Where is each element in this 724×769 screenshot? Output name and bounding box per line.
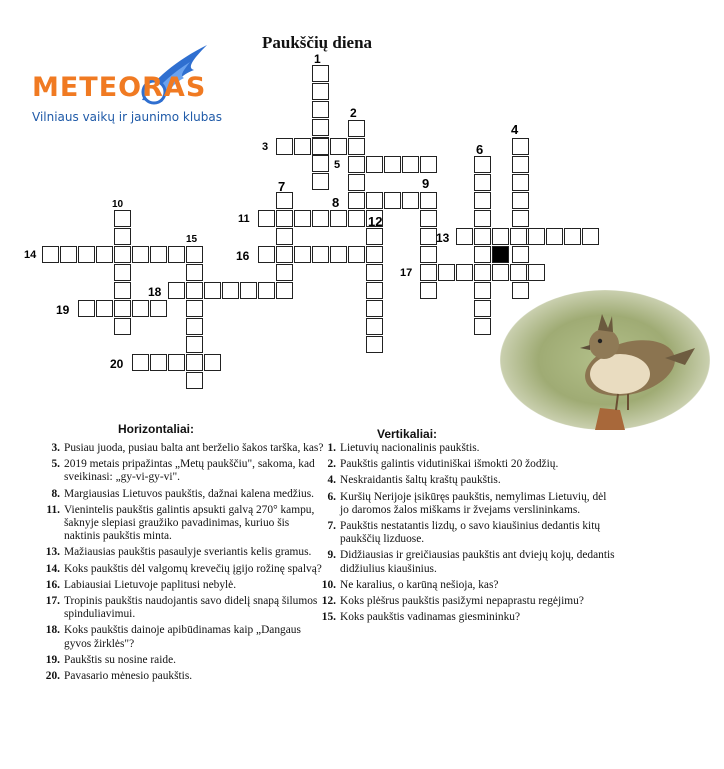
clue-number: 17. (45, 595, 60, 608)
grid-cell[interactable] (456, 264, 473, 281)
clue-item (40, 670, 325, 683)
grid-cell[interactable] (78, 246, 95, 263)
grid-cell[interactable] (276, 138, 293, 155)
grid-cell[interactable] (348, 138, 365, 155)
vertical-clue-list (316, 442, 616, 627)
grid-number: 17 (400, 267, 413, 279)
grid-cell[interactable] (348, 210, 365, 227)
grid-cell[interactable] (60, 246, 77, 263)
grid-cell[interactable] (402, 192, 419, 209)
grid-number: 9 (422, 176, 430, 191)
grid-number: 19 (56, 303, 70, 317)
clue-number: 9. (327, 549, 336, 562)
grid-cell[interactable] (312, 155, 329, 172)
grid-cell[interactable] (474, 228, 491, 245)
clue-item (316, 549, 616, 575)
grid-cell[interactable] (474, 264, 491, 281)
clue-item (316, 520, 616, 546)
clue-item (40, 458, 325, 484)
grid-cell[interactable] (366, 264, 383, 281)
grid-cell[interactable] (366, 156, 383, 173)
grid-cell[interactable] (114, 264, 131, 281)
grid-cell[interactable] (186, 264, 203, 281)
grid-cell[interactable] (456, 228, 473, 245)
grid-cell[interactable] (384, 156, 401, 173)
grid-cell[interactable] (474, 300, 491, 317)
clue-number: 6. (327, 490, 336, 503)
clue-text: Tropinis paukštis naudojantis savo didelį snapą šilumos spinduliavimui. (64, 595, 318, 621)
grid-number: 1 (314, 52, 321, 66)
clue-text: Paukštis nestatantis lizdų, o savo kiaušinius dedantis kitų paukščių lizduose. (340, 520, 601, 546)
grid-cell[interactable] (186, 318, 203, 335)
grid-cell[interactable] (204, 354, 221, 371)
clue-item (40, 504, 325, 544)
grid-cell[interactable] (150, 246, 167, 263)
grid-cell[interactable] (186, 372, 203, 389)
clue-item (40, 654, 325, 667)
grid-cell[interactable] (186, 336, 203, 353)
grid-cell[interactable] (510, 264, 527, 281)
grid-cell[interactable] (276, 228, 293, 245)
grid-cell[interactable] (186, 246, 203, 263)
clue-text: Labiausiai Lietuvoje paplitusi nebylė. (64, 578, 237, 591)
grid-cell[interactable] (348, 192, 365, 209)
clue-text: Koks paukštis dainoje apibūdinamas kaip „Dangaus gyvos žirklės"? (64, 624, 301, 650)
grid-cell[interactable] (438, 264, 455, 281)
clue-item (316, 474, 616, 487)
grid-number: 13 (436, 231, 450, 245)
clue-number: 20. (45, 670, 60, 683)
grid-cell[interactable] (132, 300, 149, 317)
clue-text: Koks plėšrus paukštis pasižymi nepaprastu regėjimu? (340, 595, 584, 608)
grid-cell[interactable] (276, 210, 293, 227)
clue-text: Lietuvių nacionalinis paukštis. (340, 442, 480, 454)
grid-cell[interactable] (420, 264, 437, 281)
grid-cell[interactable] (312, 65, 329, 82)
grid-cell[interactable] (114, 300, 131, 317)
grid-blocked-cell (492, 246, 509, 263)
grid-cell[interactable] (312, 101, 329, 118)
grid-cell[interactable] (420, 210, 437, 227)
clue-text: Didžiausias ir greičiausias paukštis ant dviejų kojų, dedantis didžiulius kiaušinius. (340, 549, 615, 575)
clue-text: Vienintelis paukštis galintis apsukti galvą 270° kampu, šaknyje slepiasi graužiko pavadinimas, kuriuo šis naktinis paukštis minta. (64, 503, 315, 543)
grid-cell[interactable] (168, 354, 185, 371)
grid-cell[interactable] (312, 210, 329, 227)
clue-text: Pavasario mėnesio paukštis. (64, 670, 193, 683)
grid-number: 4 (511, 122, 519, 137)
grid-cell[interactable] (258, 246, 275, 263)
clue-text: 2019 metais pripažintas „Metų paukščiu", sakoma, kad sveikinasi: „gy-vi-gy-vi". (64, 458, 315, 484)
clue-number: 16. (45, 578, 60, 591)
clue-number: 5. (51, 458, 60, 471)
clue-text: Mažiausias paukštis pasaulyje sveriantis kelis gramus. (64, 546, 312, 559)
grid-cell[interactable] (528, 264, 545, 281)
grid-cell[interactable] (582, 228, 599, 245)
clue-number: 2. (327, 458, 336, 471)
grid-cell[interactable] (276, 264, 293, 281)
grid-cell[interactable] (366, 192, 383, 209)
clue-text: Paukštis galintis vidutiniškai išmokti 20 žodžių. (340, 458, 559, 471)
clue-item (316, 442, 616, 455)
grid-number: 5 (334, 159, 341, 171)
grid-cell[interactable] (474, 210, 491, 227)
clue-number: 10. (321, 578, 336, 591)
horizontal-clue-list (40, 442, 325, 686)
lark-bird-icon (500, 290, 710, 430)
clue-number: 14. (45, 562, 60, 575)
grid-cell[interactable] (512, 174, 529, 191)
grid-number: 15 (186, 234, 198, 245)
clue-text: Paukštis su nosine raide. (64, 653, 176, 666)
grid-number: 8 (332, 195, 340, 210)
vertical-heading: Vertikaliai: (377, 427, 438, 441)
grid-cell[interactable] (114, 282, 131, 299)
grid-number: 12 (368, 214, 383, 229)
grid-cell[interactable] (512, 210, 529, 227)
grid-cell[interactable] (96, 246, 113, 263)
grid-number: 20 (110, 357, 124, 371)
grid-cell[interactable] (348, 246, 365, 263)
grid-cell[interactable] (366, 282, 383, 299)
grid-cell[interactable] (312, 173, 329, 190)
grid-cell[interactable] (132, 354, 149, 371)
logo-subtitle: Vilniaus vaikų ir jaunimo klubas (32, 110, 223, 124)
clue-number: 8. (51, 487, 60, 500)
grid-cell[interactable] (474, 246, 491, 263)
grid-cell[interactable] (474, 174, 491, 191)
grid-cell[interactable] (384, 192, 401, 209)
grid-cell[interactable] (492, 228, 509, 245)
clue-item (40, 595, 325, 621)
grid-cell[interactable] (330, 210, 347, 227)
grid-cell[interactable] (312, 119, 329, 136)
grid-number: 10 (112, 199, 124, 210)
grid-cell[interactable] (528, 228, 545, 245)
grid-cell[interactable] (474, 282, 491, 299)
grid-cell[interactable] (330, 138, 347, 155)
grid-cell[interactable] (114, 246, 131, 263)
grid-cell[interactable] (114, 210, 131, 227)
grid-cell[interactable] (366, 318, 383, 335)
clue-text: Ne karalius, o karūną nešioja, kas? (340, 578, 499, 591)
clue-number: 19. (45, 653, 60, 666)
grid-cell[interactable] (564, 228, 581, 245)
grid-number: 6 (476, 142, 484, 157)
clue-item (40, 563, 325, 576)
grid-cell[interactable] (492, 264, 509, 281)
grid-cell[interactable] (258, 210, 275, 227)
clue-number: 1. (327, 442, 336, 454)
grid-cell[interactable] (276, 246, 293, 263)
clue-item (40, 546, 325, 559)
grid-cell[interactable] (402, 156, 419, 173)
clue-item (40, 579, 325, 592)
grid-cell[interactable] (510, 228, 527, 245)
grid-cell[interactable] (114, 318, 131, 335)
clue-item (40, 442, 325, 455)
grid-cell[interactable] (312, 83, 329, 100)
grid-cell[interactable] (546, 228, 563, 245)
clue-number: 18. (45, 624, 60, 637)
clue-item (316, 579, 616, 592)
grid-cell[interactable] (240, 282, 257, 299)
grid-cell[interactable] (474, 318, 491, 335)
grid-cell[interactable] (348, 174, 365, 191)
grid-cell[interactable] (132, 246, 149, 263)
clue-number: 4. (327, 474, 336, 487)
clue-text: Pusiau juoda, pusiau balta ant berželio šakos tarška, kas? (64, 442, 324, 454)
grid-cell[interactable] (512, 192, 529, 209)
clue-item (316, 595, 616, 608)
grid-cell[interactable] (186, 300, 203, 317)
grid-cell[interactable] (348, 120, 365, 137)
clue-number: 3. (51, 442, 60, 454)
grid-number: 2 (350, 106, 357, 120)
clue-item (316, 458, 616, 471)
grid-cell[interactable] (42, 246, 59, 263)
grid-cell[interactable] (312, 246, 329, 263)
grid-cell[interactable] (114, 228, 131, 245)
grid-number: 18 (148, 285, 162, 299)
clue-text: Neskraidantis šaltų kraštų paukštis. (340, 474, 501, 487)
grid-cell[interactable] (258, 282, 275, 299)
clue-item (40, 624, 325, 650)
grid-cell[interactable] (150, 354, 167, 371)
grid-number: 16 (236, 249, 250, 263)
grid-cell[interactable] (474, 192, 491, 209)
grid-cell[interactable] (474, 156, 491, 173)
clue-item (316, 611, 616, 624)
grid-number: 7 (278, 179, 286, 194)
grid-cell[interactable] (348, 156, 365, 173)
clue-number: 7. (327, 520, 336, 533)
clue-number: 13. (45, 546, 60, 559)
grid-cell[interactable] (366, 228, 383, 245)
grid-cell[interactable] (294, 246, 311, 263)
clue-number: 11. (46, 503, 60, 516)
grid-cell[interactable] (294, 210, 311, 227)
grid-cell[interactable] (420, 228, 437, 245)
grid-cell[interactable] (420, 246, 437, 263)
grid-number: 14 (24, 249, 37, 261)
grid-cell[interactable] (330, 246, 347, 263)
grid-cell[interactable] (150, 300, 167, 317)
horizontal-heading: Horizontaliai: (118, 422, 195, 436)
grid-cell[interactable] (276, 192, 293, 209)
grid-cell[interactable] (276, 282, 293, 299)
clue-number: 15. (321, 611, 336, 624)
grid-cell[interactable] (512, 138, 529, 155)
grid-cell[interactable] (78, 300, 95, 317)
clue-item (40, 488, 325, 501)
grid-cell[interactable] (186, 354, 203, 371)
page-title: Paukščių diena (262, 33, 373, 52)
grid-cell[interactable] (294, 138, 311, 155)
grid-cell[interactable] (168, 246, 185, 263)
grid-cell[interactable] (512, 156, 529, 173)
grid-number: 11 (238, 213, 250, 225)
grid-cell[interactable] (366, 336, 383, 353)
clue-text: Koks paukštis vadinamas giesmininku? (340, 611, 521, 624)
clue-text: Margiausias Lietuvos paukštis, dažnai kalena medžius. (64, 487, 315, 500)
grid-cell[interactable] (168, 282, 185, 299)
grid-cell[interactable] (204, 282, 221, 299)
logo-wordmark: METEORAS (32, 72, 207, 103)
grid-cell[interactable] (366, 300, 383, 317)
grid-cell[interactable] (420, 156, 437, 173)
clue-item (316, 491, 616, 517)
grid-cell[interactable] (512, 246, 529, 263)
clue-number: 12. (321, 595, 336, 608)
grid-cell[interactable] (222, 282, 239, 299)
grid-cell[interactable] (96, 300, 113, 317)
grid-number: 3 (262, 141, 269, 153)
clue-text: Kuršių Nerijoje įsikūręs paukštis, nemylimas Lietuvių, dėl jo daromos žalos miškams ir žvejams verslininkams. (340, 490, 607, 516)
grid-cell[interactable] (420, 192, 437, 209)
grid-cell[interactable] (186, 282, 203, 299)
grid-cell[interactable] (366, 246, 383, 263)
grid-cell[interactable] (420, 282, 437, 299)
grid-cell[interactable] (312, 138, 329, 155)
clue-text: Koks paukštis dėl valgomų krevečių įgijo rožinę spalvą? (64, 562, 322, 575)
